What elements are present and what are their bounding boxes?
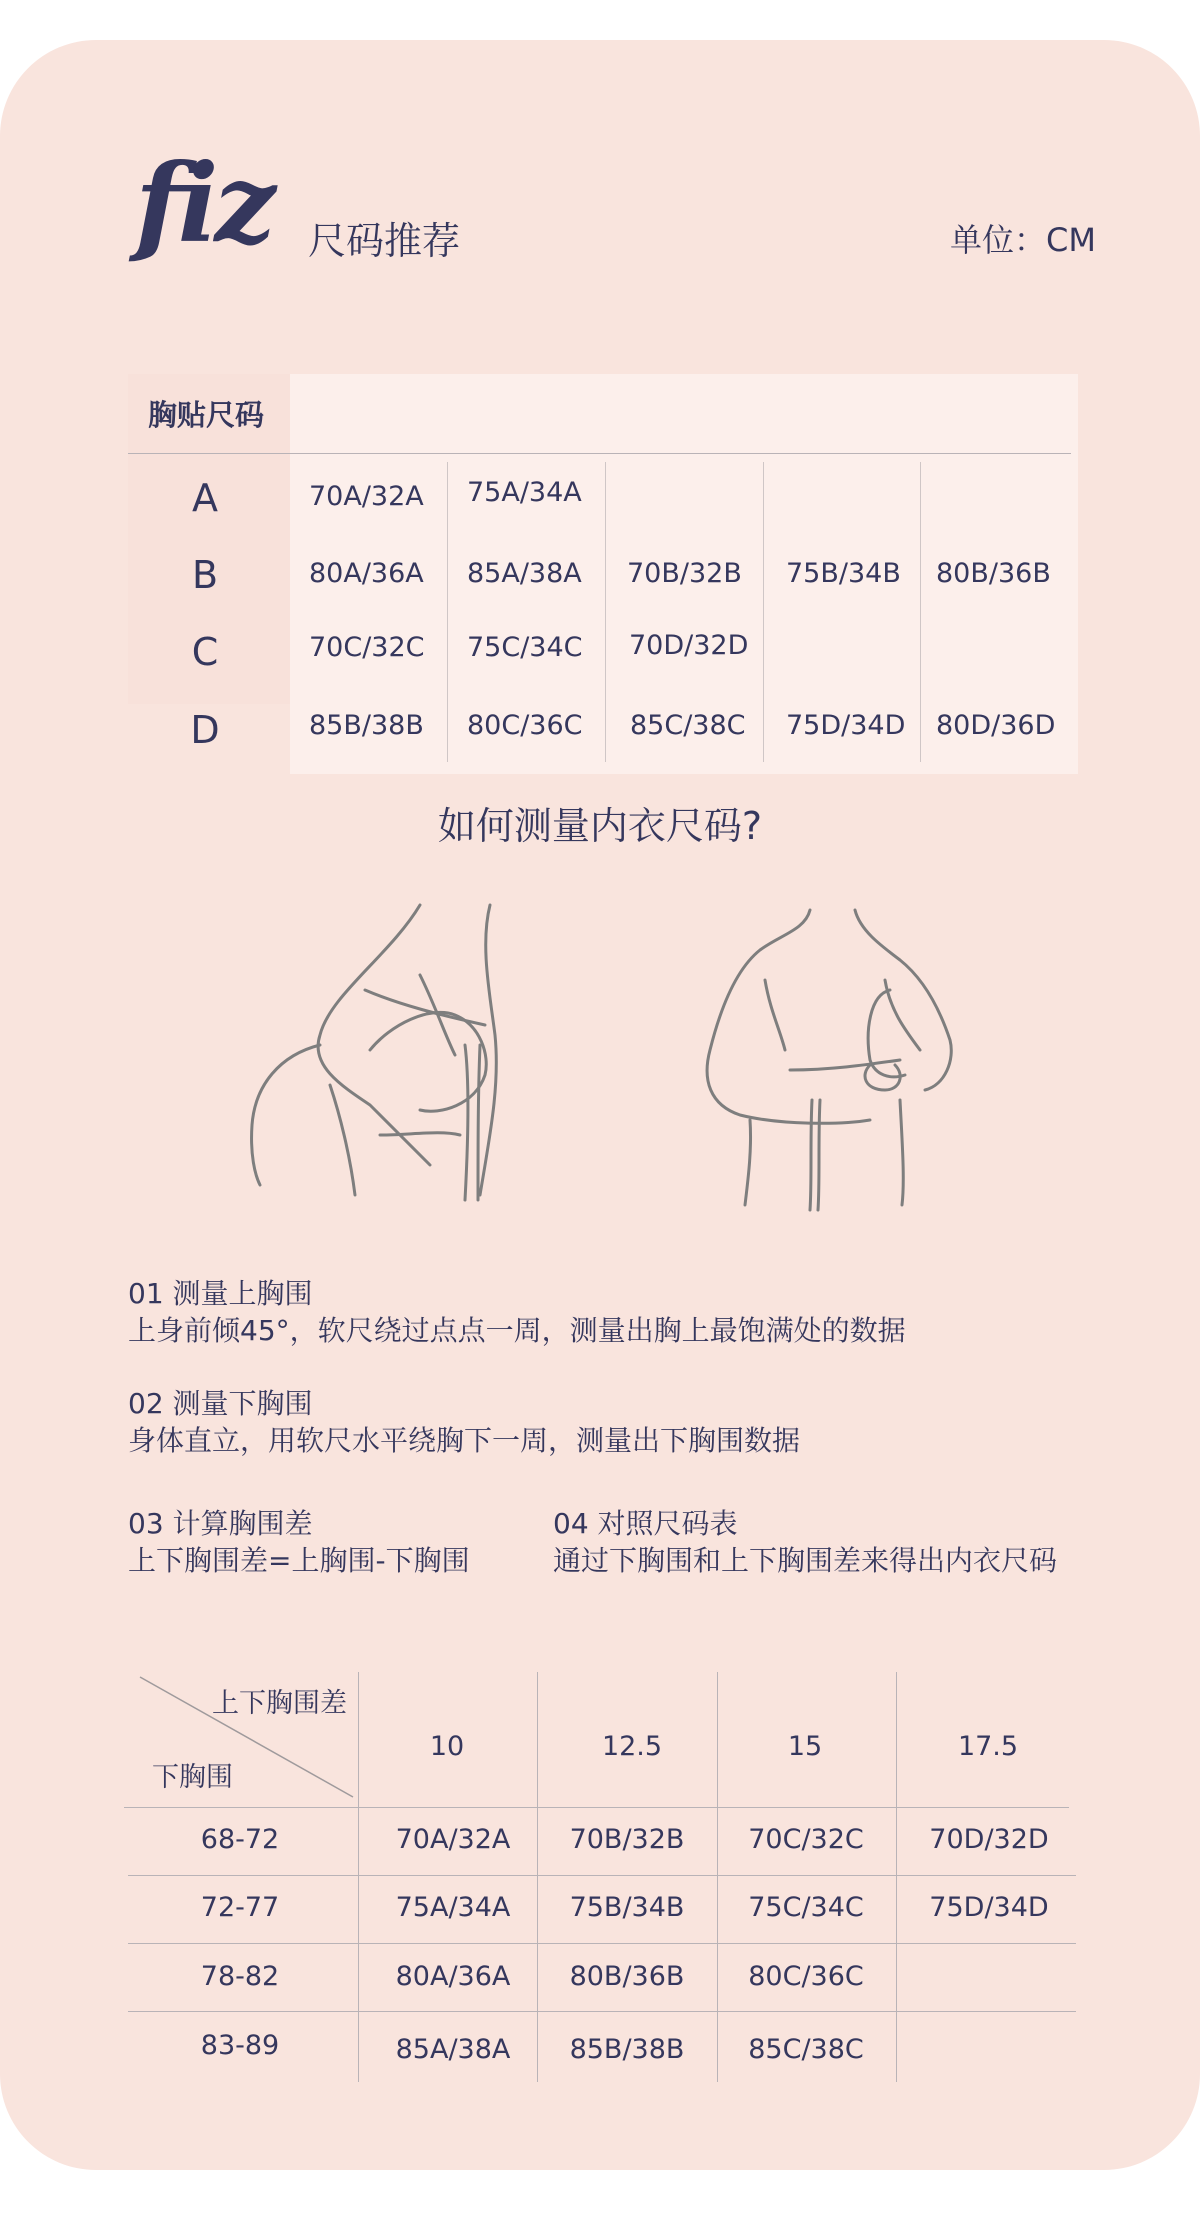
- row-label-d: D: [190, 708, 220, 752]
- table-cell: 85C/38C: [748, 2034, 864, 2065]
- table-cell: 85C/38C: [630, 710, 746, 741]
- step-2-title: 02 测量下胸围: [128, 1387, 313, 1420]
- column-header: 10: [429, 1731, 465, 1762]
- column-header: 15: [787, 1731, 823, 1762]
- table-cell: 80C/36C: [748, 1961, 864, 1992]
- table-cell: 75B/34B: [569, 1892, 685, 1923]
- column-divider: [447, 462, 448, 762]
- column-divider: [896, 1672, 897, 2082]
- step-1-desc: 上身前倾45°，软尺绕过点点一周，测量出胸上最饱满处的数据: [128, 1314, 906, 1347]
- table-cell: 85A/38A: [467, 558, 582, 589]
- front-measure-illustration-icon: [690, 900, 970, 1220]
- column-divider: [717, 1672, 718, 2082]
- table-cell: 80C/36C: [467, 710, 583, 741]
- step-4-desc: 通过下胸围和上下胸围差来得出内衣尺码: [553, 1544, 1058, 1577]
- sticker-table-header: 胸贴尺码: [148, 398, 265, 432]
- table-cell: 75C/34C: [467, 632, 583, 663]
- table-cell: 85B/38B: [569, 2034, 685, 2065]
- table-cell: 75D/34D: [786, 710, 906, 741]
- table-cell: 80B/36B: [936, 558, 1051, 589]
- row-label: 78-82: [200, 1961, 280, 1992]
- row-divider: [128, 2011, 1076, 2012]
- table-cell: 70D/32D: [629, 630, 749, 661]
- step-2-desc: 身体直立，用软尺水平绕胸下一周，测量出下胸围数据: [128, 1424, 801, 1457]
- corner-bottom-label: 下胸围: [152, 1762, 233, 1793]
- table-cell: 70D/32D: [929, 1824, 1049, 1855]
- step-4-title: 04 对照尺码表: [553, 1507, 738, 1540]
- table-cell: 75A/34A: [395, 1892, 511, 1923]
- divider: [128, 453, 1071, 454]
- column-divider: [358, 1672, 359, 2082]
- table-cell: 75D/34D: [929, 1892, 1049, 1923]
- table-cell: 80D/36D: [936, 710, 1056, 741]
- column-divider: [537, 1672, 538, 2082]
- table-cell: 70A/32A: [309, 481, 424, 512]
- table-cell: 75B/34B: [786, 558, 901, 589]
- table-cell: 80A/36A: [309, 558, 424, 589]
- table-cell: 70B/32B: [627, 558, 742, 589]
- column-header: 17.5: [957, 1731, 1019, 1762]
- table-cell: 80B/36B: [569, 1961, 685, 1992]
- how-to-measure-title: 如何测量内衣尺码?: [437, 804, 763, 848]
- step-1-title: 01 测量上胸围: [128, 1277, 313, 1310]
- corner-top-label: 上下胸围差: [212, 1688, 347, 1719]
- column-header: 12.5: [601, 1731, 663, 1762]
- step-3-desc: 上下胸围差=上胸围-下胸围: [128, 1544, 470, 1577]
- row-label: 83-89: [200, 2030, 280, 2061]
- table-cell: 85B/38B: [309, 710, 424, 741]
- table-cell: 70A/32A: [395, 1824, 511, 1855]
- row-label-b: B: [191, 553, 219, 597]
- row-label-a: A: [192, 476, 218, 520]
- row-divider: [128, 1875, 1076, 1876]
- table-cell: 70C/32C: [309, 632, 425, 663]
- row-label: 68-72: [200, 1824, 280, 1855]
- row-divider: [128, 1943, 1076, 1944]
- column-divider: [605, 462, 606, 762]
- step-3-title: 03 计算胸围差: [128, 1507, 313, 1540]
- column-divider: [920, 462, 921, 762]
- table-cell: 80A/36A: [395, 1961, 511, 1992]
- side-measure-illustration-icon: [240, 895, 520, 1215]
- table-cell: 70B/32B: [569, 1824, 685, 1855]
- row-label: 72-77: [200, 1892, 280, 1923]
- row-label-c: C: [191, 630, 219, 674]
- unit-label: 单位：CM: [950, 221, 1096, 259]
- column-divider: [763, 462, 764, 762]
- table-cell: 75A/34A: [467, 477, 582, 508]
- table-cell: 85A/38A: [395, 2034, 511, 2065]
- table-cell: 75C/34C: [748, 1892, 864, 1923]
- page-title: 尺码推荐: [308, 219, 461, 263]
- brand-logo: fiz: [135, 141, 272, 267]
- table-cell: 70C/32C: [748, 1824, 864, 1855]
- row-divider: [124, 1807, 1069, 1808]
